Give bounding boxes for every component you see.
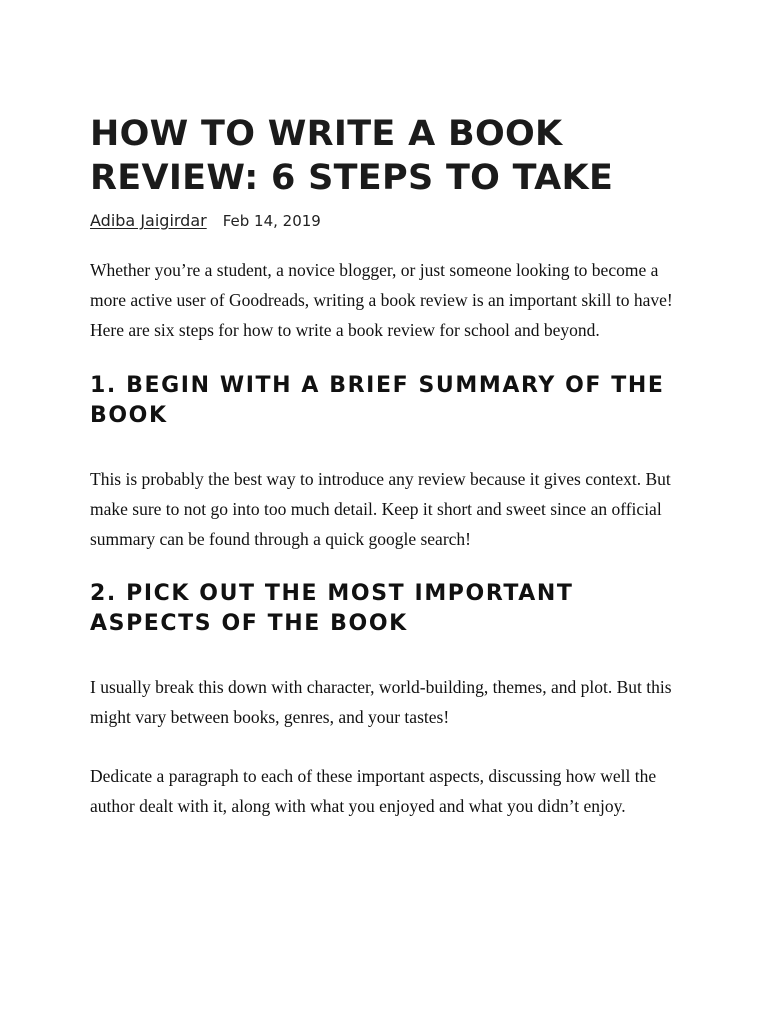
publish-date: Feb 14, 2019 [222, 212, 321, 230]
intro-paragraph: Whether you’re a student, a novice blogger, or just someone looking to become a more active user of Goodreads, writing a book review is an important skill to have! Here are six steps for how to write a book review for school and beyond. [90, 260, 673, 340]
section-2-paragraph-2: Dedicate a paragraph to each of these important aspects, discussing how well the author dealt with it, along with what you enjoyed and what you didn’t enjoy. [90, 766, 657, 816]
section-1-paragraph-1: This is probably the best way to introduce any review because it gives context. But make sure to not go into too much detail. Keep it short and sweet since an official summary can be found through a quick google search! [90, 469, 671, 549]
section-heading-2: 2. PICK OUT THE MOST IMPORTANT ASPECTS OF THE BOOK [90, 581, 574, 636]
section-heading-1: 1. BEGIN WITH A BRIEF SUMMARY OF THE BOOK [90, 373, 665, 428]
article-title: HOW TO WRITE A BOOK REVIEW: 6 STEPS TO TAKE [90, 114, 614, 198]
author-link[interactable]: Adiba Jaigirdar [90, 211, 207, 230]
section-2-paragraph-1: I usually break this down with character, world-building, themes, and plot. But this might vary between books, genres, and your tastes! [90, 677, 672, 727]
byline [90, 211, 321, 233]
